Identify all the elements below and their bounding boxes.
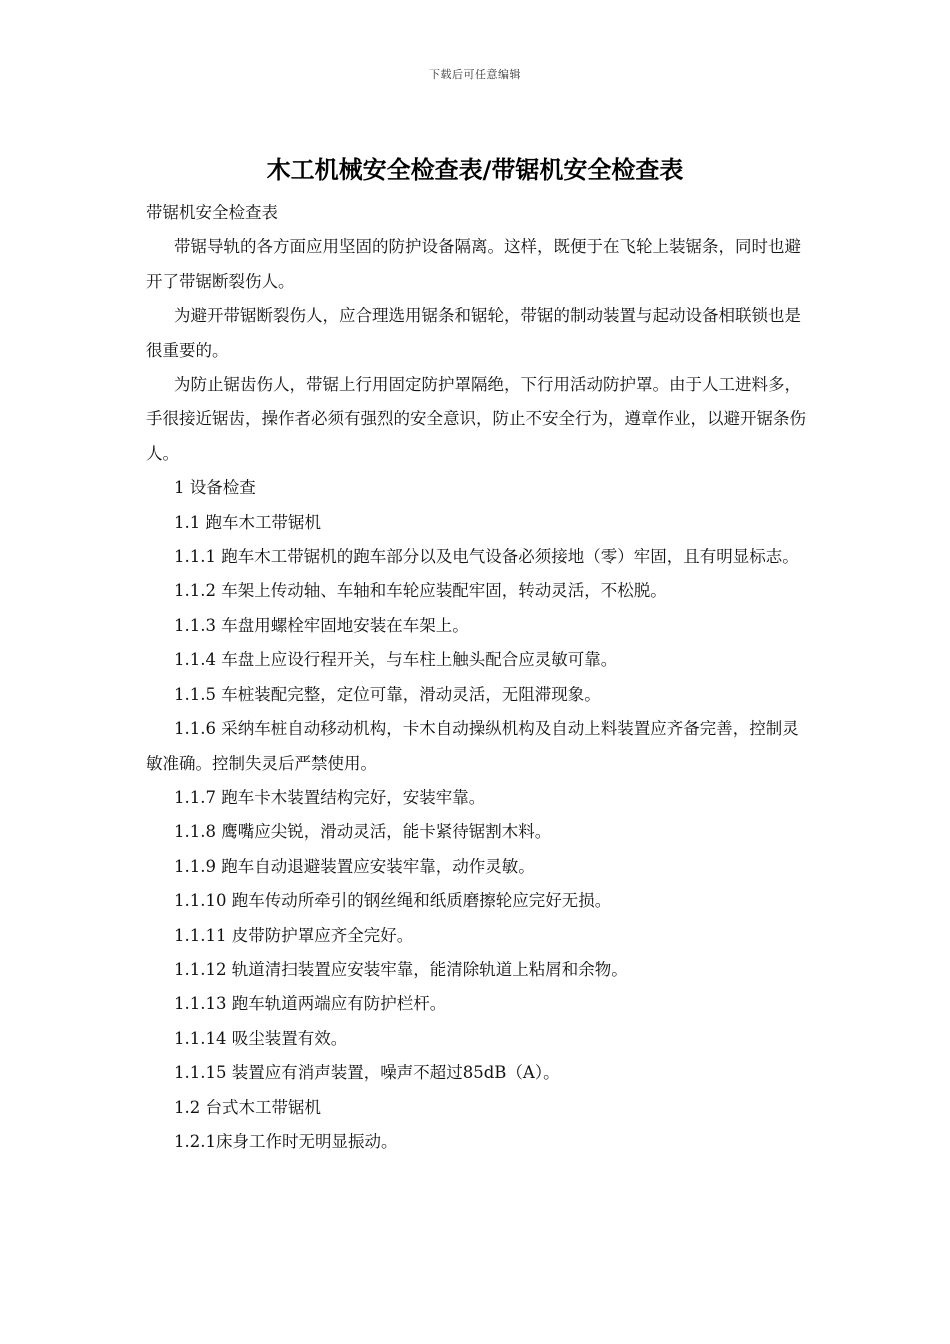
list-item: 1.1.8 鹰嘴应尖锐，滑动灵活，能卡紧待锯割木料。: [174, 822, 552, 842]
document-title: 木工机械安全检查表/带锯机安全检查表: [266, 156, 684, 184]
subsection-heading: 1.1 跑车木工带锯机: [174, 512, 321, 532]
list-item: 1.1.14 吸尘装置有效。: [174, 1028, 348, 1048]
document-subtitle: 带锯机安全检查表: [146, 203, 278, 222]
section-heading: 1 设备检查: [174, 478, 256, 498]
list-item: 1.1.11 皮带防护罩应齐全完好。: [174, 925, 414, 945]
list-item: 1.2.1床身工作时无明显振动。: [174, 1131, 398, 1151]
list-item: 1.1.10 跑车传动所牵引的钢丝绳和纸质磨擦轮应完好无损。: [174, 891, 612, 911]
list-item: 1.1.3 车盘用螺栓牢固地安装在车架上。: [174, 615, 469, 635]
list-item: 1.1.7 跑车卡木装置结构完好，安装牢靠。: [174, 787, 486, 807]
download-note: 下载后可任意编辑: [429, 68, 521, 81]
list-item: 1.1.5 车桩装配完整，定位可靠，滑动灵活，无阻滞现象。: [174, 684, 601, 704]
list-item: 1.1.12 轨道清扫装置应安装牢靠，能清除轨道上粘屑和余物。: [174, 959, 628, 979]
paragraph-blade-selection: 为避开带锯断裂伤人，应合理选用锯条和锯轮，带锯的制动装置与起动设备相联锁也是很重要的。: [146, 306, 801, 360]
list-item: 1.1.6 采纳车桩自动移动机构，卡木自动操纵机构及自动上料装置应齐备完善，控制灵敏准确。控制失灵后严禁使用。: [146, 719, 799, 773]
document-body: [146, 196, 810, 1159]
list-item: 1.1.9 跑车自动退避装置应安装牢靠，动作灵敏。: [174, 856, 535, 876]
list-item: 1.1.4 车盘上应设行程开关，与车柱上触头配合应灵敏可靠。: [174, 650, 618, 670]
list-item: 1.1.2 车架上传动轴、车轴和车轮应装配牢固，转动灵活，不松脱。: [174, 581, 667, 601]
list-item: 1.1.13 跑车轨道两端应有防护栏杆。: [174, 994, 447, 1014]
subsection-heading: 1.2 台式木工带锯机: [174, 1097, 321, 1117]
paragraph-guard-rails: 带锯导轨的各方面应用坚固的防护设备隔离。这样，既便于在飞轮上装锯条，同时也避开了带锯断裂伤人。: [146, 237, 801, 291]
list-item: 1.1.1 跑车木工带锯机的跑车部分以及电气设备必须接地（零）牢固，且有明显标志。: [174, 547, 799, 567]
paragraph-tooth-guard: 为防止锯齿伤人，带锯上行用固定防护罩隔绝，下行用活动防护罩。由于人工进料多，手很接近锯齿，操作者必须有强烈的安全意识，防止不安全行为，遵章作业，以避开锯条伤人。: [146, 375, 806, 463]
list-item: 1.1.15 装置应有消声装置，噪声不超过85dB（A）。: [174, 1063, 560, 1083]
